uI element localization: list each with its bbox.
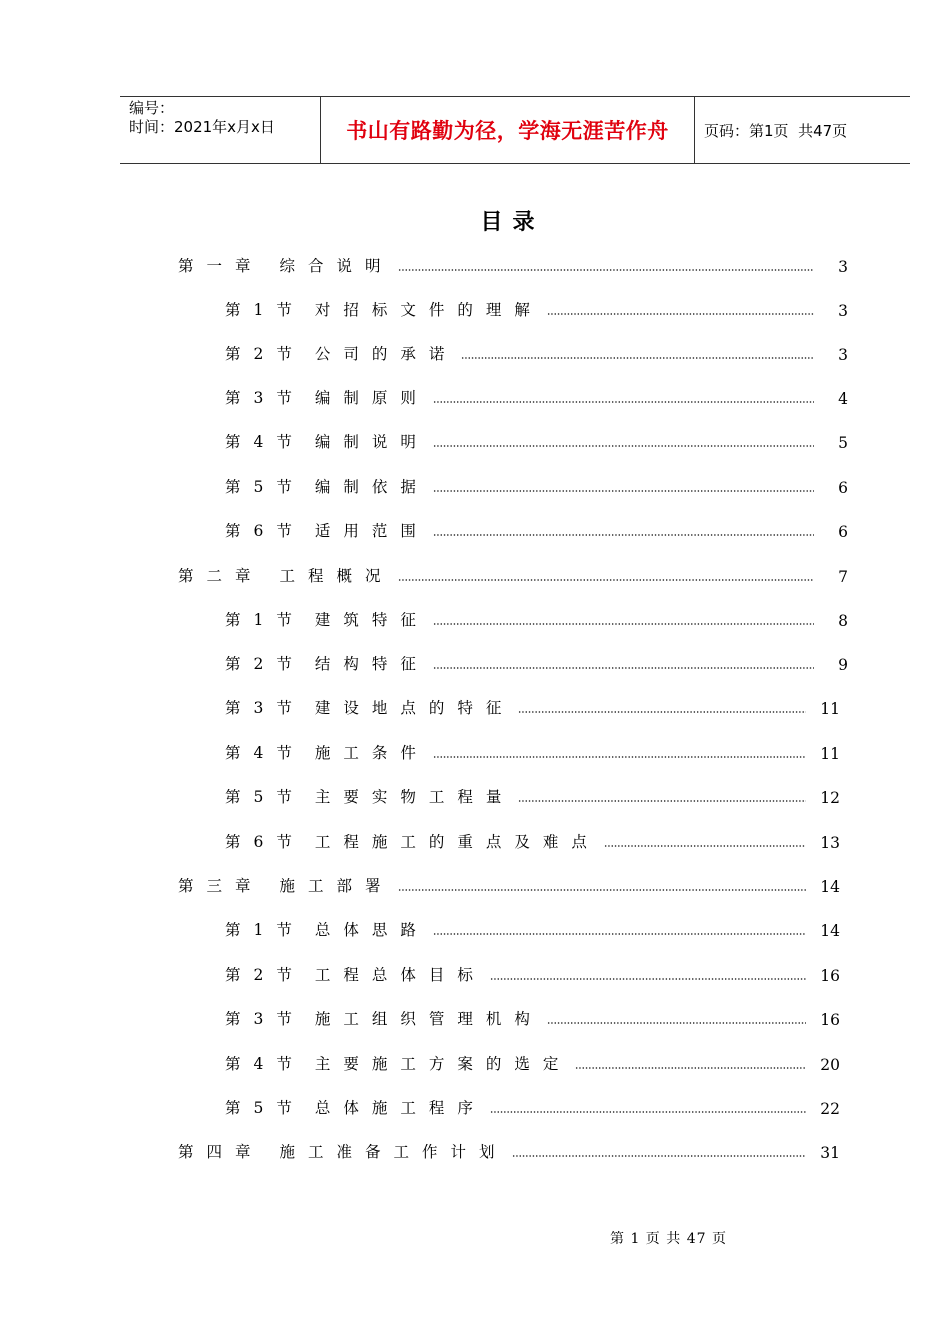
toc-entry-label [178,874,394,896]
toc-entry-label [225,741,429,763]
toc-entry-label [225,918,429,940]
toc-chapter-entry[interactable] [178,252,848,276]
toc-entry-title: 对招标文件的理解 [314,301,543,319]
toc-entry-prefix: 第4节 [225,1055,305,1073]
toc-title: 目录 [480,209,545,235]
toc-entry-title: 编制说明 [314,433,429,451]
toc-dot-leader [433,623,814,625]
toc-section-entry[interactable] [225,473,848,497]
toc-entry-title: 建筑特征 [314,611,429,629]
toc-entry-title: 工程概况 [279,567,394,585]
toc-section-entry[interactable] [225,1094,840,1118]
toc-dot-leader [518,800,806,802]
toc-entry-page: 16 [820,967,840,985]
toc-entry-page: 6 [838,479,848,497]
toc-entry-page: 11 [820,745,840,763]
toc-entry-prefix: 第6节 [225,522,305,540]
toc-entry-prefix: 第3节 [225,699,305,717]
toc-entry-label [225,298,543,320]
header-time-label: 时间：2021年x月x日 [129,118,275,136]
page-header [120,96,910,164]
toc-entry-prefix: 第三章 [178,877,264,895]
toc-entry-page: 5 [838,434,848,452]
toc-dot-leader [512,1155,806,1157]
toc-entry-page: 4 [838,390,848,408]
toc-entry-page: 3 [838,302,848,320]
toc-entry-title: 主要实物工程量 [314,788,515,806]
toc-dot-leader [433,445,814,447]
toc-section-entry[interactable] [225,340,848,364]
toc-dot-leader [398,579,814,581]
toc-entry-title: 主要施工方案的选定 [314,1055,572,1073]
toc-dot-leader [575,1067,806,1069]
toc-entry-page: 22 [820,1100,840,1118]
toc-chapter-entry[interactable] [178,562,848,586]
header-meta [120,97,321,163]
toc-entry-prefix: 第1节 [225,921,305,939]
toc-entry-page: 9 [838,656,848,674]
toc-section-entry[interactable] [225,296,848,320]
header-page-info [695,97,910,163]
toc-entry-page: 3 [838,258,848,276]
toc-section-entry[interactable] [225,961,840,985]
toc-entry-title: 施工条件 [314,744,429,762]
toc-entry-prefix: 第3节 [225,389,305,407]
toc-section-entry[interactable] [225,828,840,852]
toc-entry-title: 工程总体目标 [314,966,486,984]
toc-entry-title: 综合说明 [279,257,394,275]
toc-chapter-entry[interactable] [178,1138,840,1162]
toc-entry-label [225,342,457,364]
toc-dot-leader [604,845,806,847]
toc-entry-page: 16 [820,1011,840,1029]
toc-entry-title: 总体施工程序 [314,1099,486,1117]
toc-dot-leader [433,534,814,536]
toc-entry-title: 施工部署 [279,877,394,895]
toc-dot-leader [547,1022,806,1024]
toc-entry-page: 11 [820,700,840,718]
toc-entry-prefix: 第1节 [225,301,305,319]
toc-entry-prefix: 第3节 [225,1010,305,1028]
toc-section-entry[interactable] [225,428,848,452]
toc-entry-title: 建设地点的特征 [314,699,515,717]
toc-entry-prefix: 第2节 [225,966,305,984]
toc-entry-title: 施工组织管理机构 [314,1010,543,1028]
toc-entry-label [225,430,429,452]
toc-dot-leader [490,1111,806,1113]
toc-section-entry[interactable] [225,1005,840,1029]
toc-dot-leader [398,269,814,271]
toc-entry-title: 适用范围 [314,522,429,540]
toc-entry-title: 结构特征 [314,655,429,673]
header-motto: 书山有路勤为径，学海无涯苦作舟 [321,97,695,163]
toc-dot-leader [461,357,814,359]
toc-entry-label [178,1140,508,1162]
toc-entry-page: 14 [820,878,840,896]
toc-entry-label [178,564,394,586]
toc-entry-label [225,830,600,852]
toc-entry-title: 编制原则 [314,389,429,407]
toc-entry-prefix: 第5节 [225,478,305,496]
toc-dot-leader [433,490,814,492]
toc-entry-title: 总体思路 [314,921,429,939]
toc-entry-label [225,785,514,807]
toc-entry-label [225,1096,486,1118]
toc-section-entry[interactable] [225,517,848,541]
toc-dot-leader [433,756,806,758]
toc-entry-page: 20 [820,1056,840,1074]
toc-entry-title: 施工准备工作计划 [279,1143,508,1161]
toc-section-entry[interactable] [225,650,848,674]
toc-entry-label [225,1007,543,1029]
toc-entry-prefix: 第2节 [225,655,305,673]
toc-entry-page: 13 [820,834,840,852]
header-code-label: 编号： [129,99,175,117]
toc-dot-leader [518,711,806,713]
toc-entry-label [178,254,394,276]
toc-section-entry[interactable] [225,1050,840,1074]
toc-entry-label [225,1052,571,1074]
toc-section-entry[interactable] [225,384,848,408]
toc-entry-title: 公司的承诺 [314,345,458,363]
toc-entry-page: 6 [838,523,848,541]
toc-section-entry[interactable] [225,783,840,807]
toc-entry-page: 3 [838,346,848,364]
toc-entry-title: 工程施工的重点及难点 [314,833,600,851]
toc-entry-title: 编制依据 [314,478,429,496]
toc-entry-prefix: 第5节 [225,1099,305,1117]
toc-entry-page: 14 [820,922,840,940]
toc-entry-label [225,475,429,497]
toc-entry-prefix: 第4节 [225,744,305,762]
toc-section-entry[interactable] [225,694,840,718]
header-page-info-text: 页码：第1页 共47页 [704,121,848,140]
toc-dot-leader [433,401,814,403]
toc-dot-leader [398,889,806,891]
toc-entry-page: 31 [820,1144,840,1162]
toc-entry-label [225,519,429,541]
toc-entry-prefix: 第四章 [178,1143,264,1161]
toc-entry-prefix: 第1节 [225,611,305,629]
toc-entry-prefix: 第5节 [225,788,305,806]
toc-entry-label [225,652,429,674]
toc-entry-prefix: 第一章 [178,257,264,275]
toc-entry-page: 7 [838,568,848,586]
toc-entry-label [225,386,429,408]
toc-entry-page: 12 [820,789,840,807]
toc-entry-prefix: 第二章 [178,567,264,585]
toc-dot-leader [547,313,814,315]
toc-dot-leader [433,667,814,669]
toc-dot-leader [433,933,806,935]
toc-chapter-entry[interactable] [178,872,840,896]
toc-entry-label [225,963,486,985]
toc-entry-page: 8 [838,612,848,630]
toc-entry-label [225,696,514,718]
toc-section-entry[interactable] [225,916,840,940]
toc-dot-leader [490,978,806,980]
toc-entry-prefix: 第2节 [225,345,305,363]
toc-entry-prefix: 第4节 [225,433,305,451]
toc-entry-prefix: 第6节 [225,833,305,851]
toc-entry-label [225,608,429,630]
toc-section-entry[interactable] [225,606,848,630]
footer-page-number: 第 1 页 共 47 页 [610,1231,727,1247]
toc-section-entry[interactable] [225,739,840,763]
